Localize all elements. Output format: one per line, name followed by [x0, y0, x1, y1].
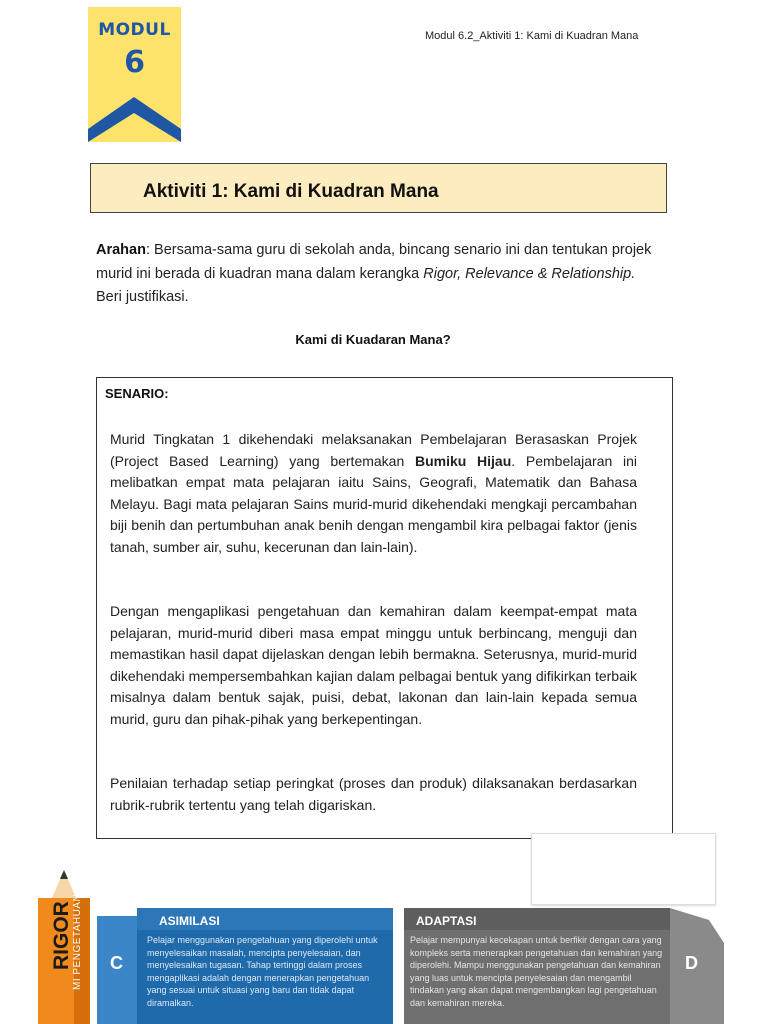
scenario-paragraph-3: Penilaian terhadap setiap peringkat (proses dan produk) dilaksanakan berdasarkan rubrik-rubrik tertentu yang telah digariskan.	[110, 775, 637, 813]
quadrant-c	[97, 908, 393, 1024]
scenario-p1-text-a: Murid Tingkatan 1 dikehendaki melaksanakan Pembelajaran Berasaskan Projek (Project Based Learning) yang bertemakan	[110, 431, 637, 469]
section-subheading: Kami di Kuadaran Mana?	[295, 332, 451, 347]
blank-answer-box	[531, 833, 716, 905]
instructions-text-2: Beri justifikasi.	[96, 289, 189, 305]
quadrant-c-body: Pelajar menggunakan pengetahuan yang diperolehi untuk menyelesaikan masalah, mencipta penyelesaian, dan menyelesaikan tugasan. Tahap tertinggi dalam proses mengaplikasi adalah dengan menerapkan pengetahuan yang sesuai untuk situasi yang baru dan tidak dapat diramalkan.	[147, 935, 378, 1008]
document-header-note: Modul 6.2_Aktiviti 1: Kami di Kuadran Mana	[425, 30, 639, 42]
quadrant-c-letter: C	[110, 953, 123, 973]
rigor-axis-sublabel: MI PENGETAHUAN	[72, 893, 83, 990]
badge-module-label: MODUL	[98, 20, 171, 40]
scenario-paragraph-2: Dengan mengaplikasi pengetahuan dan kemahiran dalam keempat-empat mata pelajaran, murid-murid diberi masa empat minggu untuk berbincang, menguji dan memastikan hasil dapat dijelaskan dengan lebih bermakna. Seterusnya, murid-murid dikehendaki mempersembahkan kajian dalam pelbagai bentuk yang difikirkan terbaik misalnya dalam bentuk sajak, puisi, debat, lakonan dan lain-lain kepada semua murid, guru dan pihak-pihak yang berkepentingan.	[110, 603, 637, 727]
instructions-label: Arahan	[96, 242, 146, 258]
quadrant-d	[404, 908, 724, 1024]
quadrant-d-body: Pelajar mempunyai kecekapan untuk berfikir dengan cara yang kompleks serta menerapkan pengetahuan dan kemahiran yang diperolehi. Mampu menggunakan pengetahuan dan kemahiran yang luas untuk mencipta penyelesaian dan mengambil tindakan yang akan dapat mengembangkan lagi pengetahuan dan kemahiran mereka.	[410, 935, 663, 1008]
rigor-axis-label: RIGOR	[50, 901, 73, 970]
quadrant-d-title: ADAPTASI	[416, 914, 477, 928]
scenario-p1-text-b: . Pembelajaran ini melibatkan empat mata pelajaran iaitu Sains, Geografi, Matematik dan Bahasa Melayu. Bagi mata pelajaran Sains murid-murid dikehendaki mengkaji percambahan biji benih dan pertumbuhan anak benih dengan mengambil kira pelbagai faktor (jenis tanah, sumber air, suhu, kecerunan dan lain-lain).	[110, 452, 638, 555]
scenario-box	[96, 377, 673, 839]
scenario-p1-bold: Bumiku Hijau	[414, 452, 512, 469]
instructions-italic: Rigor, Relevance & Relationship.	[423, 265, 636, 282]
title-box	[90, 163, 667, 213]
quadrant-c-title: ASIMILASI	[159, 914, 220, 928]
instructions-paragraph	[96, 239, 656, 310]
quadrant-d-letter: D	[685, 953, 698, 973]
instructions-text-1: : Bersama-sama guru di sekolah anda, bincang senario ini dan tentukan projek murid ini berada di kuadran mana dalam kerangka	[96, 242, 652, 282]
scenario-label: SENARIO:	[105, 386, 169, 401]
badge-module-number: 6	[124, 45, 145, 80]
page-title: Aktiviti 1: Kami di Kuadran Mana	[143, 181, 439, 202]
scenario-paragraph-1	[110, 429, 637, 558]
chevron-up-icon	[88, 89, 181, 142]
module-badge	[88, 7, 181, 142]
